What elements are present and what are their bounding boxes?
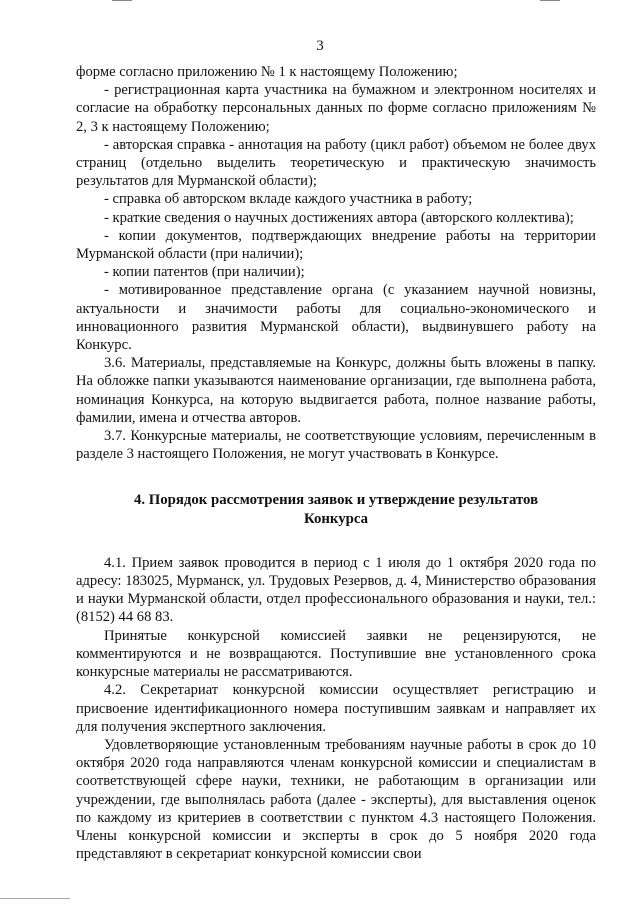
paragraph-expert-review: Удовлетворяющие установленным требованиям научные работы в срок до 10 октября 2020 года направляются членам конкурсной комиссии и специалистам в соответствующей сфере науки, техники, не работающим в организации или учреждении, где выполнялась работа (далее - эксперты), для выставления оценок по каждому из критериев в соответствии с пунктом 4.3 настоящего Положения. Члены конкурсной комиссии и эксперты в срок до 5 ноября 2020 года представляют в секретариат конкурсной комиссии свои: [76, 736, 596, 863]
clause-4-1: 4.1. Прием заявок проводится в период с 1 июля до 1 октября 2020 года по адресу: 183025, Мурманск, ул. Трудовых Резервов, д. 4, Министерство образования и науки Мурманской области, отдел профессионального образования и науки, тел.: (8152) 44 68 83.: [76, 554, 596, 626]
list-item-author-summary: - авторская справка - аннотация на работу (цикл работ) объемом не более двух страниц (отдельно выделить теоретическую и практическую значимость результатов для Мурманской области);: [76, 136, 596, 190]
list-item-author-contribution: - справка об авторском вкладе каждого участника в работу;: [104, 191, 473, 208]
scan-edge-mark: [0, 898, 70, 899]
clause-3-6: 3.6. Материалы, представляемые на Конкурс, должны быть вложены в папку. На обложке папки указываются наименование организации, где выполнена работа, номинация Конкурса, на которую выдвигается работа, полное название работы, фамилии, имена и отчества авторов.: [76, 355, 596, 426]
clause-4-2: 4.2. Секретариат конкурсной комиссии осуществляет регистрацию и присвоение идентификационного номера поступившим заявкам и направляет их для получения экспертного заключения.: [76, 682, 596, 735]
page-number: 3: [316, 38, 324, 54]
section-4-heading-line2: Конкурса: [303, 510, 368, 527]
document-body: [76, 63, 596, 863]
clause-3-7: 3.7. Конкурсные материалы, не соответствующие условиям, перечисленным в разделе 3 настоящего Положения, не могут участвовать в Конкурсе.: [76, 428, 596, 463]
paragraph-applications-not-reviewed: Принятые конкурсной комиссией заявки не рецензируются, не комментируются и не возвращаются. Поступившие вне установленного срока конкурсные материалы не рассматриваются.: [76, 627, 596, 681]
scan-edge-mark: [540, 0, 560, 1]
list-item-implementation-docs: - копии документов, подтверждающих внедрение работы на территории Мурманской области (при наличии);: [76, 227, 596, 263]
section-4-heading-line1: 4. Порядок рассмотрения заявок и утверждение результатов: [133, 492, 539, 509]
list-item-patents: - копии патентов (при наличии);: [104, 264, 305, 281]
list-item-achievements: - краткие сведения о научных достижениях автора (авторского коллектива);: [104, 209, 574, 226]
scan-edge-mark: [112, 0, 132, 1]
paragraph-continuation: форме согласно приложению № 1 к настоящему Положению;: [76, 64, 458, 80]
list-item-registration-card: - регистрационная карта участника на бумажном и электронном носителях и согласие на обработку персональных данных по форме согласно приложениям № 2, 3 к настоящему Положению;: [76, 82, 596, 135]
section-4-heading: [76, 491, 596, 527]
list-item-nomination: - мотивированное представление органа (с указанием научной новизны, актуальности и значимости работы для социально-экономического и инновационного развития Мурманской области), выдвинувшего работу на Конкурс.: [76, 282, 596, 354]
